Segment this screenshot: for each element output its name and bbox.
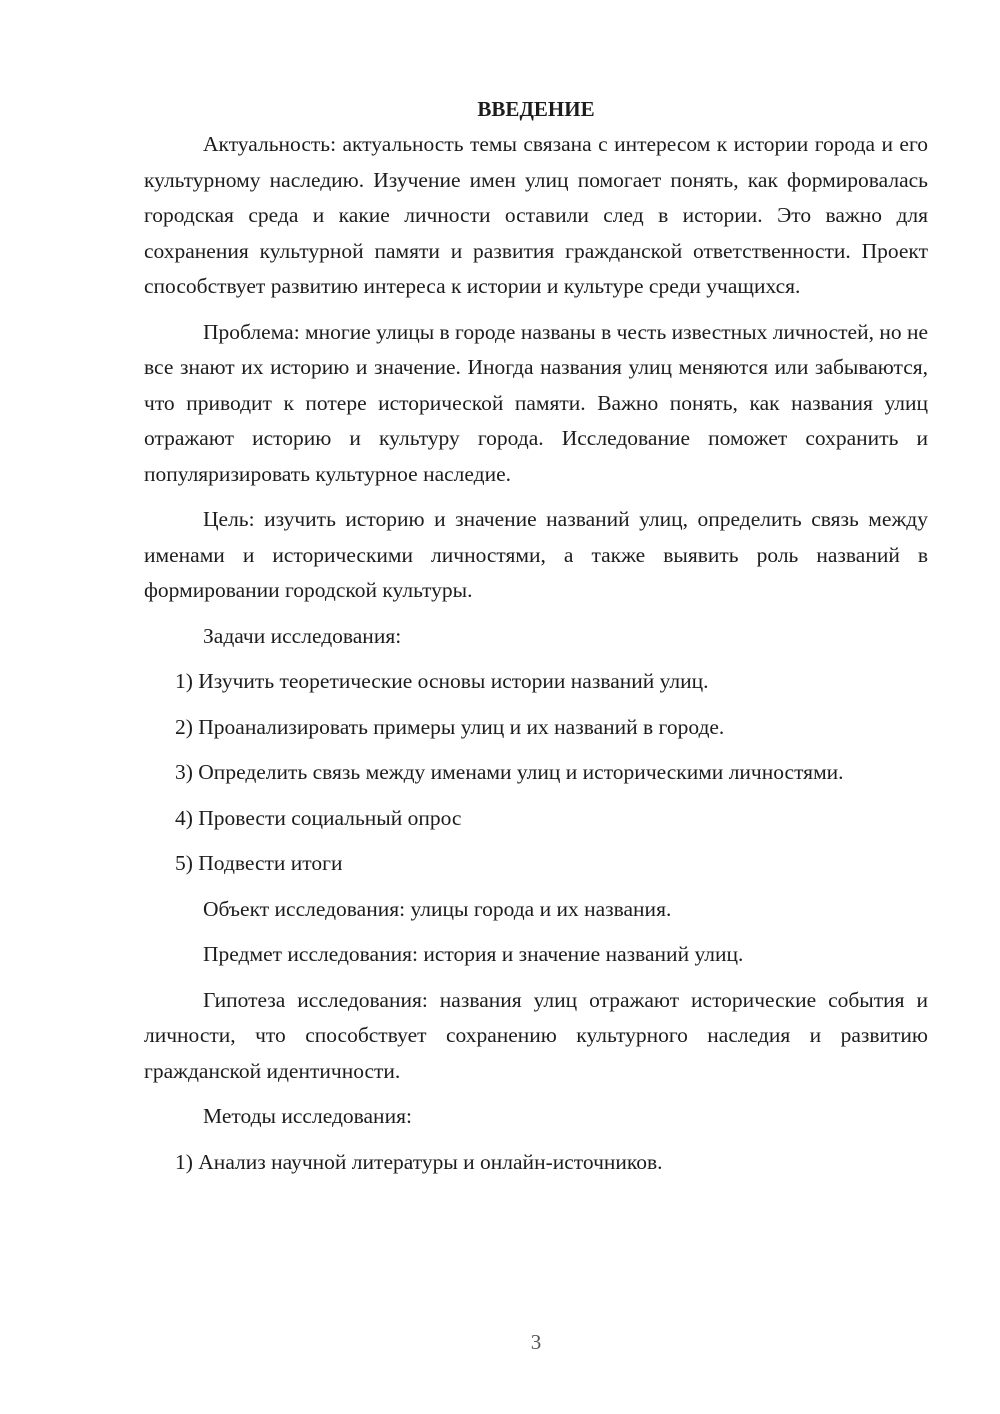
paragraph-object: Объект исследования: улицы города и их названия. — [203, 896, 672, 921]
paragraph-goal: Цель: изучить историю и значение названий улиц, определить связь между именами и историческими личностями, а также выявить роль названий в формировании городской культуры. — [144, 507, 928, 602]
paragraph-problem: Проблема: многие улицы в городе названы в честь известных личностей, но не все знают их историю и значение. Иногда названия улиц меняются или забываются, что приводит к потере исторической памяти. Важно понять, как названия улиц отражают историю и культуру города. Исследование поможет сохранить и популяризировать культурное наследие. — [144, 319, 929, 486]
task-item-5: 5) Подвести итоги — [175, 851, 343, 875]
task-item-1: 1) Изучить теоретические основы истории названий улиц. — [175, 669, 709, 693]
tasks-heading: Задачи исследования: — [203, 623, 402, 648]
task-item-4: 4) Провести социальный опрос — [175, 805, 462, 830]
methods-heading: Методы исследования: — [203, 1104, 412, 1128]
page-number: 3 — [530, 1330, 542, 1354]
document-page — [144, 92, 928, 1190]
task-item-2: 2) Проанализировать примеры улиц и их названий в городе. — [175, 714, 725, 739]
paragraph-subject: Предмет исследования: история и значение названий улиц. — [203, 942, 744, 966]
task-item-3: 3) Определить связь между именами улиц и историческими личностями. — [175, 760, 844, 784]
paragraph-hypothesis: Гипотеза исследования: названия улиц отражают исторические события и личности, что способствует сохранению культурного наследия и развитию гражданской идентичности. — [144, 987, 928, 1083]
page-title: ВВЕДЕНИЕ — [477, 97, 595, 121]
method-item-1: 1) Анализ научной литературы и онлайн-источников. — [175, 1149, 663, 1174]
paragraph-relevance: Актуальность: актуальность темы связана с интересом к истории города и его культурному наследию. Изучение имен улиц помогает понять, как формировалась городская среда и какие личности оставили след в истории. Это важно для сохранения культурной памяти и развития гражданской ответственности. Проект способствует развитию интереса к истории и культуре среди учащихся. — [144, 132, 928, 298]
